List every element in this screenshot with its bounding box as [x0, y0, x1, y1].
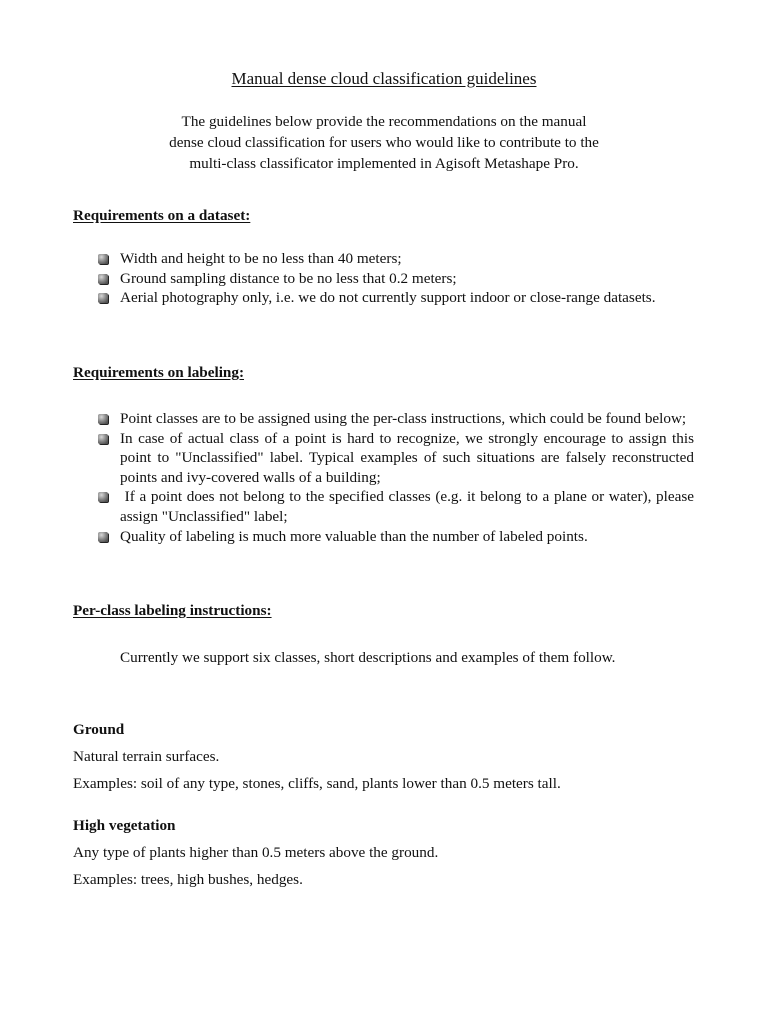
- class-description-high-vegetation: Any type of plants higher than 0.5 meters above the ground.: [73, 844, 439, 861]
- bullet-icon: [98, 492, 108, 502]
- perclass-intro-paragraph: Currently we support six classes, short descriptions and examples of them follow.: [120, 649, 616, 666]
- intro-line: multi-class classificator implemented in Agisoft Metashape Pro.: [189, 155, 579, 172]
- intro-line: dense cloud classification for users who would like to contribute to the: [169, 134, 599, 151]
- list-item: [96, 269, 694, 289]
- list-item: [96, 429, 694, 488]
- list-item-text: If a point does not belong to the specified classes (e.g. it belong to a plane or water), please assign "Unclassified" label;: [120, 488, 698, 525]
- dataset-requirements-heading: Requirements on a dataset:: [73, 207, 251, 224]
- intro-line: The guidelines below provide the recommendations on the manual: [181, 113, 587, 130]
- list-item-text: Ground sampling distance to be no less that 0.2 meters;: [120, 269, 457, 287]
- bullet-icon: [98, 532, 108, 542]
- class-title-high-vegetation: High vegetation: [73, 817, 176, 834]
- labeling-requirements-list: [96, 409, 698, 546]
- bullet-icon: [98, 434, 108, 444]
- bullet-icon: [98, 414, 108, 424]
- list-item: [96, 409, 694, 429]
- class-examples-high-vegetation: Examples: trees, high bushes, hedges.: [73, 871, 303, 888]
- list-item-text: In case of actual class of a point is hard to recognize, we strongly encourage to assign this point to "Unclassified" label. Typical examples of such situations are falsely reconstructed points and ivy-covered walls of a building;: [120, 429, 694, 486]
- class-title-ground: Ground: [73, 721, 125, 738]
- list-item: [96, 249, 694, 269]
- list-item-text: Aerial photography only, i.e. we do not currently support indoor or close-range datasets.: [120, 289, 656, 307]
- list-item: [96, 288, 694, 308]
- bullet-icon: [98, 293, 108, 303]
- labeling-requirements-heading: Requirements on labeling:: [73, 364, 245, 381]
- list-item-text: Width and height to be no less than 40 meters;: [120, 250, 402, 267]
- bullet-icon: [98, 274, 108, 284]
- class-examples-ground: Examples: soil of any type, stones, cliffs, sand, plants lower than 0.5 meters tall.: [73, 775, 561, 792]
- bullet-icon: [98, 254, 108, 264]
- intro-paragraph: [110, 111, 658, 174]
- list-item-text: Quality of labeling is much more valuable than the number of labeled points.: [120, 527, 588, 545]
- list-item: [96, 487, 698, 526]
- list-item-text: Point classes are to be assigned using the per-class instructions, which could be found below;: [120, 410, 687, 427]
- class-description-ground: Natural terrain surfaces.: [73, 748, 220, 765]
- dataset-requirements-list: [96, 249, 694, 308]
- document-title: Manual dense cloud classification guidelines: [231, 69, 537, 88]
- perclass-instructions-heading: Per-class labeling instructions:: [73, 602, 272, 619]
- list-item: [96, 527, 694, 547]
